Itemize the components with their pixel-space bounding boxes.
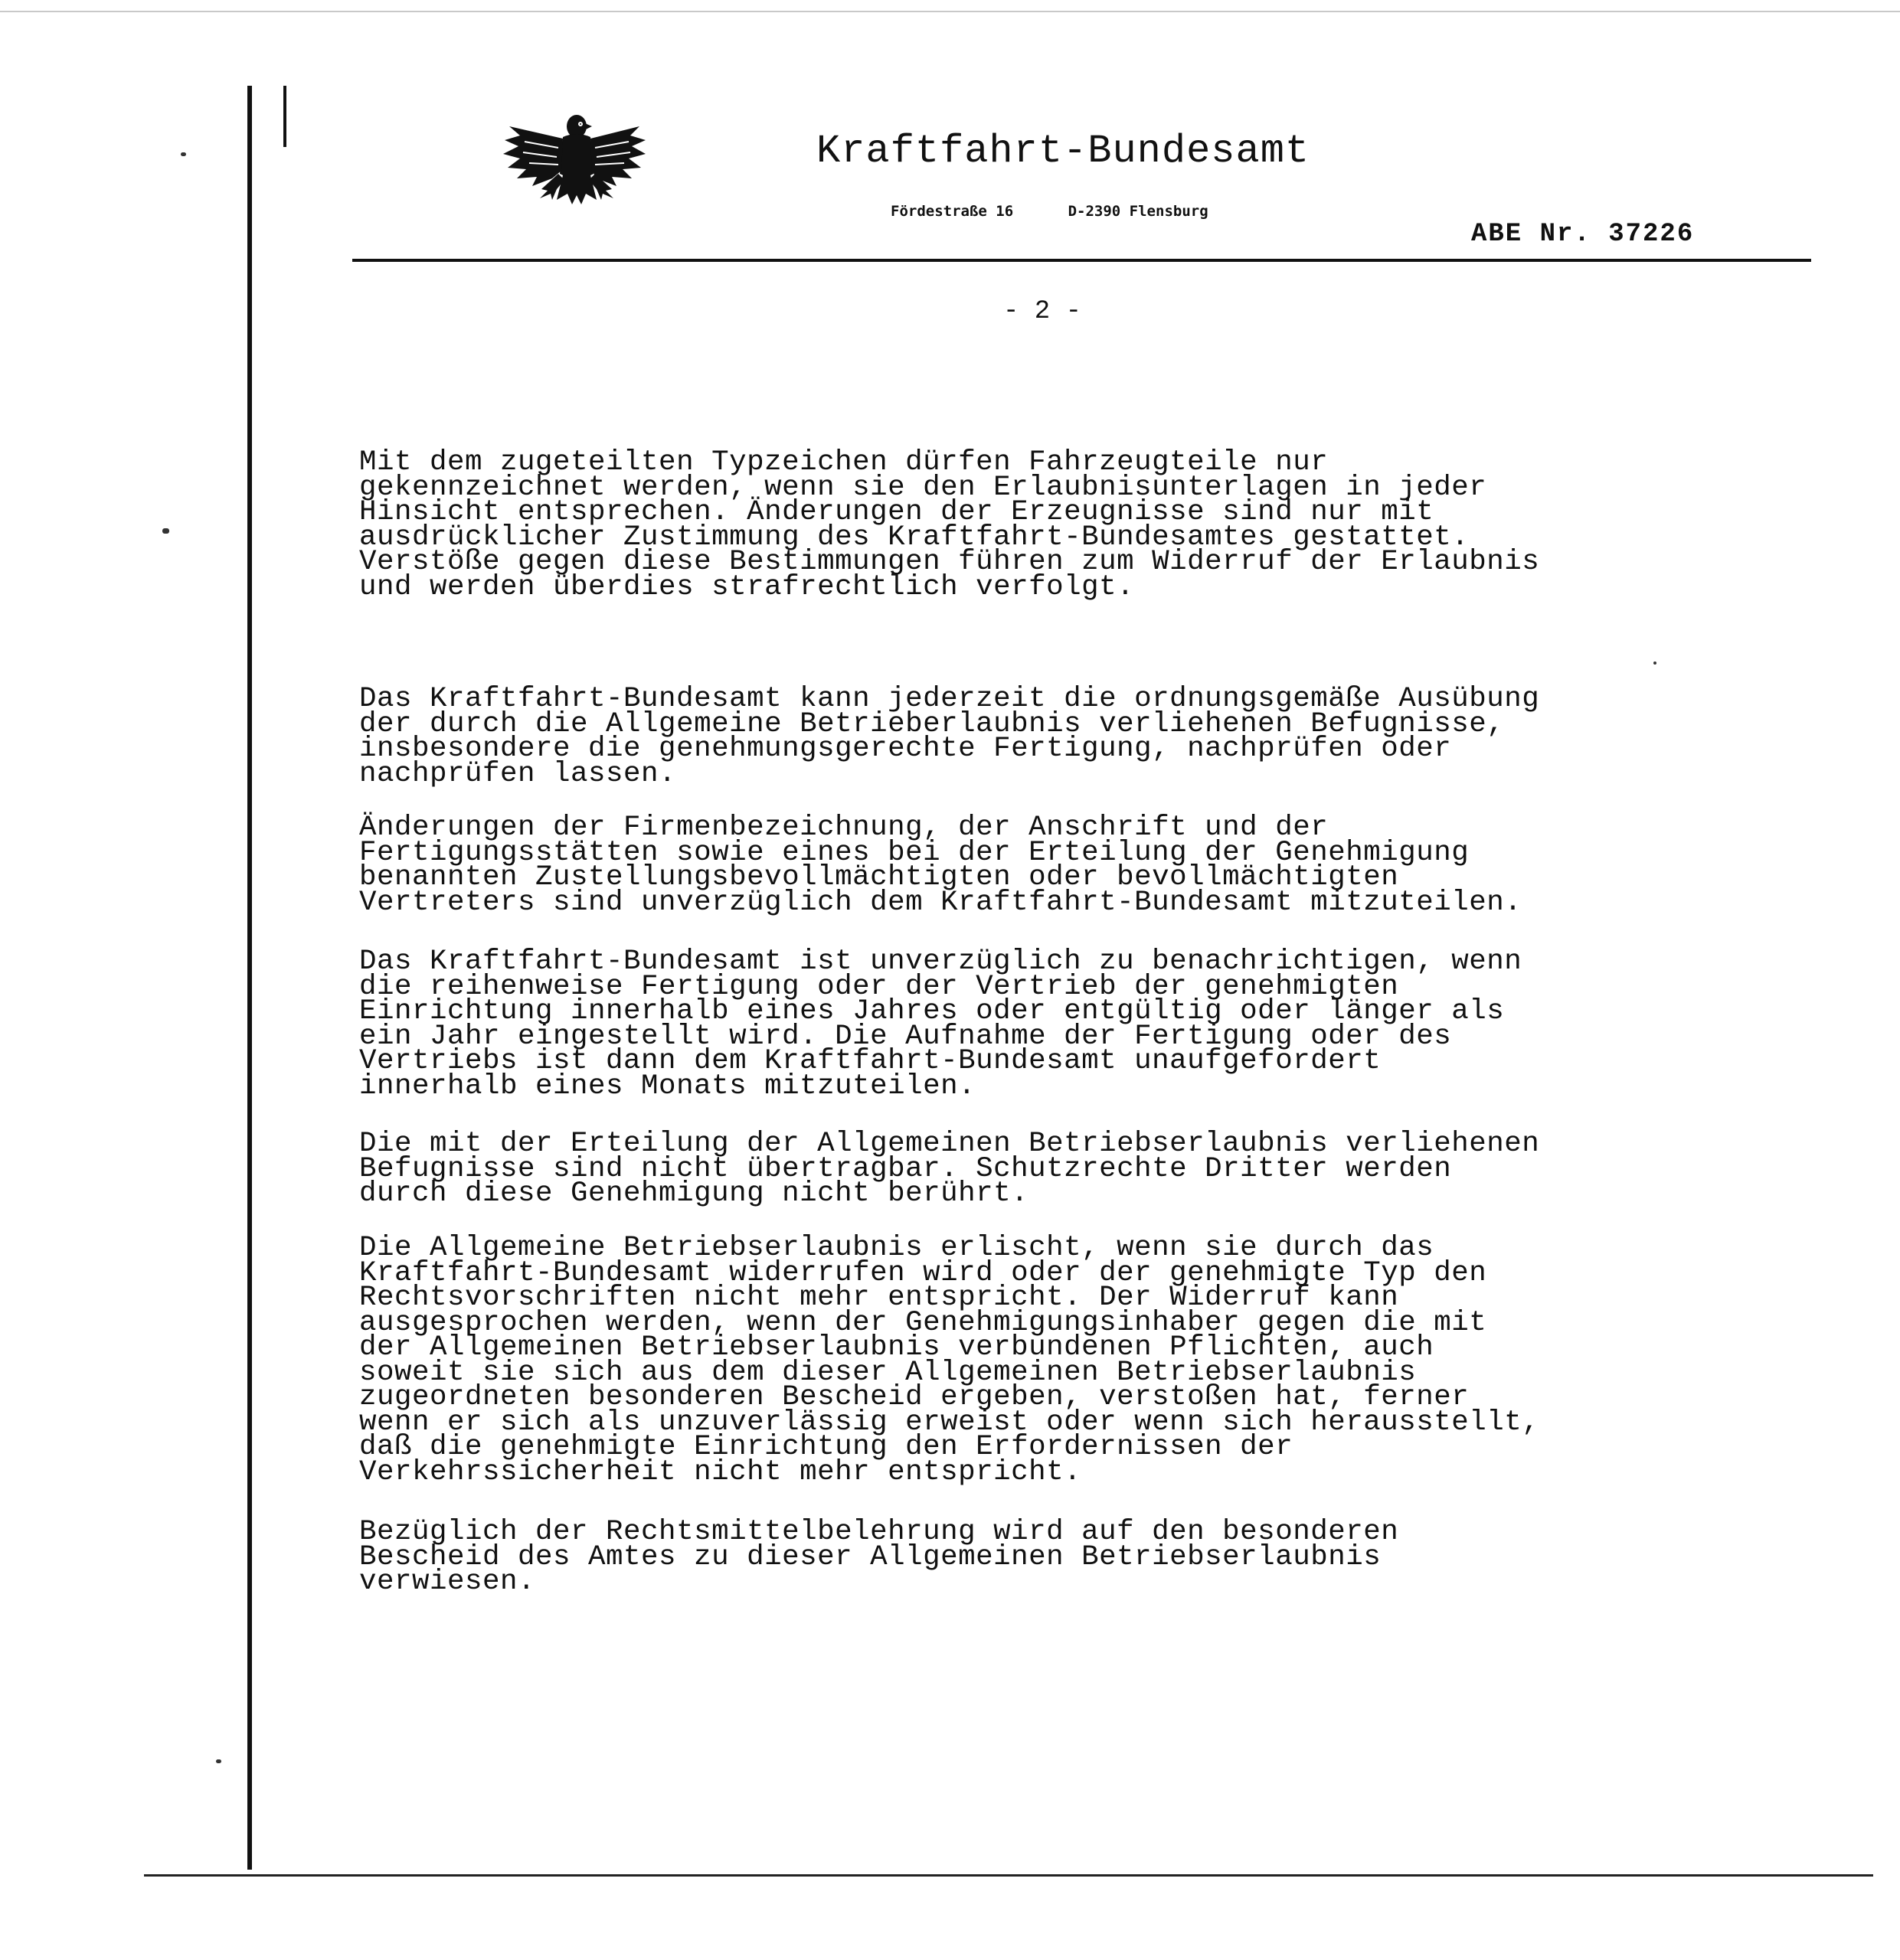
address-street: Fördestraße 16 [891, 203, 1014, 220]
organization-name: Kraftfahrt-Bundesamt [816, 129, 1310, 174]
left-margin-line [247, 86, 252, 1870]
bottom-scan-line [144, 1874, 1873, 1877]
page-number: - 2 - [1003, 297, 1082, 326]
scan-speck [1653, 662, 1656, 665]
federal-eagle-icon [502, 103, 647, 211]
paragraph-typzeichen: Mit dem zugeteilten Typzeichen dürfen Fahrzeugteile nur gekennzeichnet werden, wenn sie den Erlaubnisunterlagen in jeder Hinsicht entsprechen. Änderungen der Erzeugnisse sind nur mit ausdrücklicher Zustimmung des Kraftfahrt-Bundesamtes gestattet. Verstöße gegen diese Bestimmungen führen zum Widerruf der Erlaubnis und werden überdies strafrechtlich verfolgt. [359, 446, 1540, 603]
scan-speck [162, 528, 169, 534]
paragraph-befugnisse: Die mit der Erteilung der Allgemeinen Betriebserlaubnis verliehenen Befugnisse sind nicht übertragbar. Schutzrechte Dritter werden durch diese Genehmigung nicht berührt. [359, 1128, 1540, 1210]
paragraph-pruefung: Das Kraftfahrt-Bundesamt kann jederzeit die ordnungsgemäße Ausübung der durch die Allgemeine Betrieberlaubnis verliehenen Befugnisse, insbesondere die genehmungsgerechte Fertigung, nachprüfen oder nachprüfen lassen. [359, 683, 1540, 790]
paragraph-rechtsmittel: Bezüglich der Rechtsmittelbelehrung wird auf den besonderen Bescheid des Amtes zu dieser Allgemeinen Betriebserlaubnis verwiesen. [359, 1516, 1399, 1598]
scan-speck [216, 1759, 221, 1763]
left-margin-mark [283, 86, 286, 147]
address-city: D-2390 Flensburg [1068, 203, 1208, 220]
abe-number: ABE Nr. 37226 [1471, 220, 1695, 249]
scan-edge-line [0, 11, 1900, 12]
paragraph-erloeschen: Die Allgemeine Betriebserlaubnis erlischt, wenn sie durch das Kraftfahrt-Bundesamt widerrufen wird oder der genehmigte Typ den Rechtsvorschriften nicht mehr entspricht. Der Widerruf kann ausgesprochen werden, wenn der Genehmigungsinhaber gegen die mit der Allgemeinen Betriebserlaubnis verbundenen Pflichten, auch soweit sie sich aus dem dieser Allgemeinen Betriebserlaubnis zugeordneten besonderen Bescheid ergeben, verstoßen hat, ferner wenn er sich als unzuverlässig erweist oder wenn sich herausstellt, daß die genehmigte Einrichtung den Erfordernissen der Verkehrssicherheit nicht mehr entspricht. [359, 1232, 1540, 1488]
scan-speck [181, 152, 186, 156]
header-rule [352, 259, 1811, 262]
paragraph-aenderungen: Änderungen der Firmenbezeichnung, der Anschrift und der Fertigungsstätten sowie eines bei der Erteilung der Genehmigung benannten Zustellungsbevollmächtigten oder bevollmächtigten Vertreters sind unverzüglich dem Kraftfahrt-Bundesamt mitzuteilen. [359, 812, 1522, 919]
address-line [891, 203, 1208, 220]
paragraph-benachrichtigung: Das Kraftfahrt-Bundesamt ist unverzüglich zu benachrichtigen, wenn die reihenweise Fertigung oder der Vertrieb der genehmigten Einrichtung innerhalb eines Jahres oder entgültig oder länger als ein Jahr eingestellt wird. Die Aufnahme der Fertigung oder des Vertriebs ist dann dem Kraftfahrt-Bundesamt unaufgefordert innerhalb eines Monats mitzuteilen. [359, 946, 1522, 1102]
